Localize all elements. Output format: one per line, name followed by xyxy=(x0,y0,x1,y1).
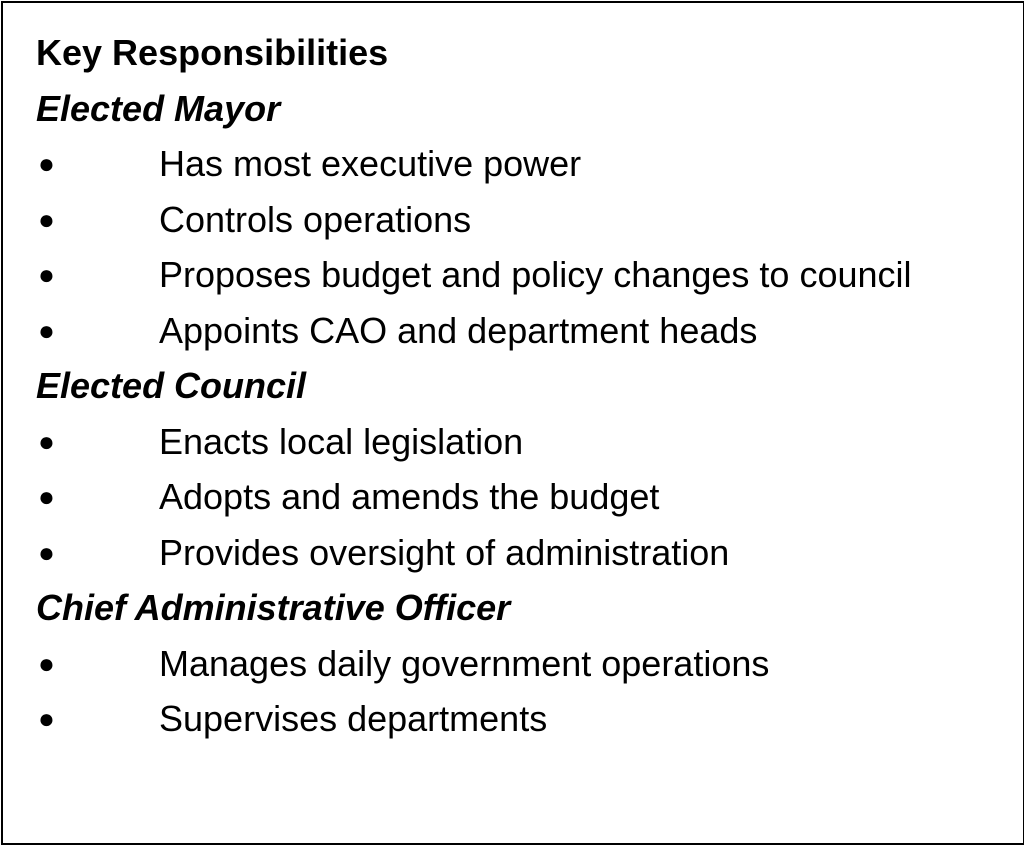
section-heading: Elected Council xyxy=(36,365,307,406)
section-heading: Chief Administrative Officer xyxy=(36,587,511,628)
list-item xyxy=(36,414,1013,470)
document-frame xyxy=(1,1,1024,845)
bullet-icon: ● xyxy=(38,203,55,235)
list-item-text: Adopts and amends the budget xyxy=(159,476,660,517)
responsibilities-content xyxy=(36,25,1013,747)
list-item xyxy=(36,136,1013,192)
section-elected-mayor xyxy=(36,81,1013,359)
list-item xyxy=(36,525,1013,581)
list-item xyxy=(36,469,1013,525)
section-elected-council xyxy=(36,358,1013,580)
list-item xyxy=(36,192,1013,248)
bullet-icon: ● xyxy=(38,259,55,290)
page-title: Key Responsibilities xyxy=(36,32,389,73)
list-item-text: Controls operations xyxy=(159,198,472,240)
list-item-text: Provides oversight of administration xyxy=(159,531,730,573)
list-item xyxy=(36,247,1013,303)
section-chief-administrative-officer xyxy=(36,580,1013,747)
list-item-text: Has most executive power xyxy=(159,143,582,184)
bullet-icon: ● xyxy=(38,703,55,734)
list-item-text: Proposes budget and policy changes to council xyxy=(159,254,912,295)
bullet-icon: ● xyxy=(38,536,55,568)
list-item xyxy=(36,636,1013,692)
list-item-text: Supervises departments xyxy=(159,698,548,739)
bullet-icon: ● xyxy=(38,425,55,457)
section-heading: Elected Mayor xyxy=(36,87,281,129)
bullet-icon: ● xyxy=(38,148,55,179)
bullet-icon: ● xyxy=(38,481,55,512)
bullet-icon: ● xyxy=(38,647,55,679)
list-item xyxy=(36,303,1013,359)
list-item-text: Appoints CAO and department heads xyxy=(159,309,758,351)
list-item-text: Manages daily government operations xyxy=(159,642,770,684)
list-item-text: Enacts local legislation xyxy=(159,420,524,462)
list-item xyxy=(36,691,1013,747)
bullet-icon: ● xyxy=(38,314,55,346)
